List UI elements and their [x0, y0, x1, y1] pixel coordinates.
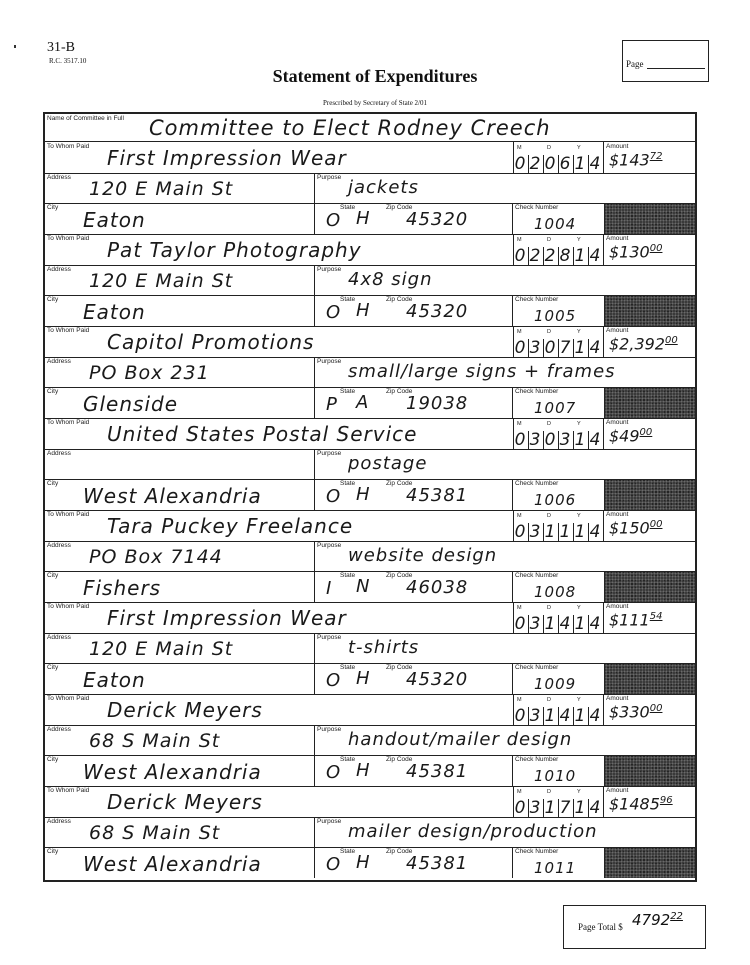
prescribed-note: Prescribed by Secretary of State 2/01: [323, 99, 427, 107]
month-label: M: [517, 513, 522, 519]
state-value-1: I: [326, 578, 333, 599]
amount-label: Amount: [606, 235, 629, 242]
purpose-label: Purpose: [317, 634, 342, 641]
to-whom-paid-label: To Whom Paid: [47, 143, 90, 150]
check-number-label: Check Number: [515, 664, 559, 671]
row-divider: [45, 387, 695, 388]
check-number-value: 1004: [534, 215, 577, 233]
date-digit: 1: [574, 246, 586, 266]
amount-label: Amount: [606, 603, 629, 610]
row-divider: [45, 571, 695, 572]
month-label: M: [517, 697, 522, 703]
form-number: 31-B: [47, 40, 75, 55]
row-divider: [45, 203, 695, 204]
date-digit: 4: [589, 798, 601, 818]
state-value-1: O: [326, 486, 342, 507]
date-digit: 0: [544, 154, 556, 174]
purpose-label: Purpose: [317, 450, 342, 457]
state-value-1: O: [326, 854, 342, 875]
date-digit: 4: [559, 706, 571, 726]
amount-value: $1485$^{96}$: [609, 794, 673, 814]
zip-label: Zip Code: [386, 848, 413, 855]
row-divider: [45, 479, 695, 480]
city-label: City: [47, 848, 59, 855]
address-value: PO Box 231: [89, 362, 210, 384]
shaded-area: [605, 572, 695, 602]
check-number-value: 1005: [534, 307, 577, 325]
amount-label: Amount: [606, 143, 629, 150]
purpose-label: Purpose: [317, 542, 342, 549]
entry-divider: [45, 418, 695, 419]
state-value-2: H: [356, 760, 371, 781]
column-divider: [603, 326, 604, 357]
entry-divider: [45, 510, 695, 511]
zip-value: 45381: [406, 485, 469, 506]
committee-label: Name of Committee in Full: [47, 115, 124, 122]
column-divider: [314, 817, 315, 878]
city-value: Eaton: [83, 300, 146, 324]
year-label: Y: [577, 421, 581, 427]
column-divider: [314, 357, 315, 418]
row-divider: [45, 755, 695, 756]
committee-divider: [45, 141, 695, 142]
date-digit: 4: [589, 706, 601, 726]
check-number-label: Check Number: [515, 204, 559, 211]
date-digit: 2: [544, 246, 556, 266]
purpose-value: website design: [348, 545, 498, 566]
amount-value: $\$143^{72}$: [609, 150, 663, 170]
date-digit: 2: [529, 154, 541, 174]
column-divider: [603, 510, 604, 541]
shaded-area: [605, 388, 695, 418]
date-digit: 7: [559, 798, 571, 818]
amount-value: $\$150^{00}$: [609, 518, 663, 538]
address-label: Address: [47, 542, 71, 549]
page-total-value: 4792$^{22}$: [632, 911, 683, 929]
state-value-1: P: [326, 394, 338, 415]
purpose-value: small/large signs + frames: [348, 361, 616, 382]
date-digit: 3: [529, 798, 541, 818]
entry-divider: [45, 786, 695, 787]
row-divider: [45, 663, 695, 664]
check-number-value: 1010: [534, 767, 577, 785]
date-digit: 4: [559, 614, 571, 634]
column-divider: [603, 142, 604, 173]
column-divider: [603, 418, 604, 449]
purpose-label: Purpose: [317, 818, 342, 825]
date-digit: 4: [589, 430, 601, 450]
day-label: D: [547, 697, 551, 703]
date-digit: 0: [514, 154, 526, 174]
year-label: Y: [577, 329, 581, 335]
column-divider: [314, 725, 315, 786]
column-divider: [512, 479, 513, 510]
payee-value: Pat Taylor Photography: [107, 238, 362, 262]
amount-value: $\$130^{00}$: [609, 242, 663, 262]
date-digit: 3: [529, 614, 541, 634]
to-whom-paid-label: To Whom Paid: [47, 603, 90, 610]
year-label: Y: [577, 697, 581, 703]
to-whom-paid-label: To Whom Paid: [47, 511, 90, 518]
state-label: State: [340, 204, 356, 211]
state-value-2: A: [356, 392, 370, 413]
page-label: Page: [626, 59, 644, 69]
date-digit: 0: [514, 706, 526, 726]
state-value-2: H: [356, 852, 371, 873]
amount-label: Amount: [606, 419, 629, 426]
amount-value: $2,392$^{00}$: [609, 334, 678, 354]
day-label: D: [547, 605, 551, 611]
address-value: 68 S Main St: [89, 822, 221, 844]
entry-divider: [45, 234, 695, 235]
column-divider: [603, 234, 604, 265]
date-digit: 2: [529, 246, 541, 266]
committee-name: Committee to Elect Rodney Creech: [149, 116, 551, 140]
check-number-value: 1011: [534, 859, 577, 877]
date-digit: 0: [514, 430, 526, 450]
month-label: M: [517, 605, 522, 611]
state-value-1: O: [326, 670, 342, 691]
column-divider: [512, 203, 513, 234]
address-value: 120 E Main St: [89, 270, 234, 292]
to-whom-paid-label: To Whom Paid: [47, 787, 90, 794]
amount-label: Amount: [606, 327, 629, 334]
state-value-2: H: [356, 484, 371, 505]
shaded-area: [605, 296, 695, 326]
form-title: Statement of Expenditures: [272, 66, 478, 86]
column-divider: [603, 602, 604, 633]
year-label: Y: [577, 237, 581, 243]
payee-value: United States Postal Service: [107, 422, 418, 446]
shaded-area: [605, 204, 695, 234]
state-value-1: O: [326, 302, 342, 323]
date-digit: 1: [544, 614, 556, 634]
address-label: Address: [47, 358, 71, 365]
purpose-label: Purpose: [317, 174, 342, 181]
to-whom-paid-label: To Whom Paid: [47, 235, 90, 242]
check-number-value: 1007: [534, 399, 577, 417]
zip-value: 45320: [406, 209, 469, 230]
month-label: M: [517, 237, 522, 243]
amount-value: $\$111^{54}$: [609, 610, 663, 630]
zip-value: 46038: [406, 577, 469, 598]
state-label: State: [340, 480, 356, 487]
address-label: Address: [47, 634, 71, 641]
scan-mark: [14, 45, 16, 48]
date-digit: 4: [589, 522, 601, 542]
date-digit: 1: [574, 798, 586, 818]
column-divider: [314, 265, 315, 326]
payee-value: First Impression Wear: [107, 606, 347, 630]
purpose-value: 4x8 sign: [348, 269, 433, 290]
check-number-label: Check Number: [515, 756, 559, 763]
address-value: PO Box 7144: [89, 546, 223, 568]
zip-label: Zip Code: [386, 756, 413, 763]
date-digit: 7: [559, 338, 571, 358]
check-number-label: Check Number: [515, 388, 559, 395]
column-divider: [314, 173, 315, 234]
state-value-2: H: [356, 300, 371, 321]
payee-value: Capitol Promotions: [107, 330, 315, 354]
to-whom-paid-label: To Whom Paid: [47, 327, 90, 334]
state-value-1: O: [326, 210, 342, 231]
purpose-label: Purpose: [317, 266, 342, 273]
amount-value: $\$330^{00}$: [609, 702, 663, 722]
payee-value: Derick Meyers: [107, 698, 263, 722]
day-label: D: [547, 145, 551, 151]
check-number-value: 1008: [534, 583, 577, 601]
month-label: M: [517, 789, 522, 795]
zip-value: 45320: [406, 301, 469, 322]
date-digit: 1: [544, 798, 556, 818]
purpose-value: handout/mailer design: [348, 729, 573, 750]
amount-label: Amount: [606, 695, 629, 702]
column-divider: [512, 295, 513, 326]
date-digit: 1: [574, 614, 586, 634]
city-value: Fishers: [83, 576, 162, 600]
address-label: Address: [47, 818, 71, 825]
shaded-area: [605, 664, 695, 694]
date-digit: 1: [544, 706, 556, 726]
date-digit: 4: [589, 154, 601, 174]
date-digit: 6: [559, 154, 571, 174]
purpose-value: t-shirts: [348, 637, 420, 658]
date-digit: 3: [529, 522, 541, 542]
date-digit: 1: [574, 154, 586, 174]
address-value: 120 E Main St: [89, 638, 234, 660]
city-label: City: [47, 296, 59, 303]
check-number-value: 1009: [534, 675, 577, 693]
entry-divider: [45, 602, 695, 603]
month-label: M: [517, 329, 522, 335]
date-digit: 1: [559, 522, 571, 542]
column-divider: [512, 571, 513, 602]
day-label: D: [547, 329, 551, 335]
state-value-2: H: [356, 208, 371, 229]
state-label: State: [340, 664, 356, 671]
city-label: City: [47, 572, 59, 579]
zip-label: Zip Code: [386, 572, 413, 579]
year-label: Y: [577, 605, 581, 611]
year-label: Y: [577, 789, 581, 795]
zip-value: 45381: [406, 853, 469, 874]
city-value: Eaton: [83, 208, 146, 232]
state-label: State: [340, 572, 356, 579]
city-label: City: [47, 756, 59, 763]
date-digit: 3: [529, 430, 541, 450]
purpose-label: Purpose: [317, 726, 342, 733]
column-divider: [314, 633, 315, 694]
purpose-value: jackets: [348, 177, 419, 198]
date-digit: 3: [559, 430, 571, 450]
date-digit: 4: [589, 338, 601, 358]
check-number-label: Check Number: [515, 572, 559, 579]
column-divider: [512, 387, 513, 418]
amount-value: $\$49^{00}$: [609, 426, 653, 446]
address-value: 68 S Main St: [89, 730, 221, 752]
zip-value: 45320: [406, 669, 469, 690]
state-label: State: [340, 388, 356, 395]
state-value-2: H: [356, 668, 371, 689]
address-value: 120 E Main St: [89, 178, 234, 200]
date-digit: 0: [514, 522, 526, 542]
date-digit: 0: [514, 246, 526, 266]
entry-divider: [45, 694, 695, 695]
date-digit: 3: [529, 338, 541, 358]
to-whom-paid-label: To Whom Paid: [47, 695, 90, 702]
zip-label: Zip Code: [386, 204, 413, 211]
state-label: State: [340, 296, 356, 303]
shaded-area: [605, 848, 695, 878]
day-label: D: [547, 789, 551, 795]
column-divider: [603, 786, 604, 817]
column-divider: [512, 847, 513, 878]
state-value-2: N: [356, 576, 371, 597]
date-digit: 4: [589, 246, 601, 266]
row-divider: [45, 847, 695, 848]
shaded-area: [605, 756, 695, 786]
column-divider: [603, 694, 604, 725]
year-label: Y: [577, 145, 581, 151]
date-digit: 1: [574, 706, 586, 726]
date-digit: 3: [529, 706, 541, 726]
payee-value: Derick Meyers: [107, 790, 263, 814]
date-digit: 8: [559, 246, 571, 266]
zip-label: Zip Code: [386, 480, 413, 487]
year-label: Y: [577, 513, 581, 519]
date-digit: 4: [589, 614, 601, 634]
address-label: Address: [47, 726, 71, 733]
column-divider: [314, 541, 315, 602]
zip-label: Zip Code: [386, 296, 413, 303]
zip-value: 19038: [406, 393, 469, 414]
state-label: State: [340, 848, 356, 855]
date-digit: 1: [574, 338, 586, 358]
check-number-label: Check Number: [515, 848, 559, 855]
amount-label: Amount: [606, 787, 629, 794]
zip-value: 45381: [406, 761, 469, 782]
entry-divider: [45, 326, 695, 327]
date-digit: 1: [574, 430, 586, 450]
city-label: City: [47, 204, 59, 211]
date-digit: 0: [544, 430, 556, 450]
statute-code: R.C. 3517.10: [49, 57, 87, 65]
column-divider: [512, 663, 513, 694]
address-label: Address: [47, 450, 71, 457]
check-number-label: Check Number: [515, 480, 559, 487]
expenditures-form: [43, 112, 697, 882]
column-divider: [512, 755, 513, 786]
purpose-value: mailer design/production: [348, 821, 598, 842]
city-label: City: [47, 664, 59, 671]
date-digit: 0: [514, 798, 526, 818]
column-divider: [314, 449, 315, 510]
city-value: West Alexandria: [83, 484, 262, 508]
row-divider: [45, 295, 695, 296]
payee-value: Tara Puckey Freelance: [107, 514, 354, 538]
address-label: Address: [47, 174, 71, 181]
shaded-area: [605, 480, 695, 510]
payee-value: First Impression Wear: [107, 146, 347, 170]
month-label: M: [517, 421, 522, 427]
city-label: City: [47, 480, 59, 487]
address-label: Address: [47, 266, 71, 273]
zip-label: Zip Code: [386, 388, 413, 395]
month-label: M: [517, 145, 522, 151]
to-whom-paid-label: To Whom Paid: [47, 419, 90, 426]
date-digit: 0: [514, 338, 526, 358]
city-label: City: [47, 388, 59, 395]
amount-label: Amount: [606, 511, 629, 518]
city-value: Eaton: [83, 668, 146, 692]
day-label: D: [547, 513, 551, 519]
day-label: D: [547, 237, 551, 243]
page-total-box: [563, 905, 706, 949]
page-total-label: Page Total $: [578, 922, 623, 932]
city-value: West Alexandria: [83, 760, 262, 784]
state-label: State: [340, 756, 356, 763]
purpose-value: postage: [348, 453, 428, 474]
city-value: West Alexandria: [83, 852, 262, 876]
state-value-1: O: [326, 762, 342, 783]
city-value: Glenside: [83, 392, 179, 416]
date-digit: 1: [574, 522, 586, 542]
day-label: D: [547, 421, 551, 427]
date-digit: 0: [544, 338, 556, 358]
check-number-value: 1006: [534, 491, 577, 509]
purpose-label: Purpose: [317, 358, 342, 365]
check-number-label: Check Number: [515, 296, 559, 303]
date-digit: 0: [514, 614, 526, 634]
zip-label: Zip Code: [386, 664, 413, 671]
date-digit: 1: [544, 522, 556, 542]
